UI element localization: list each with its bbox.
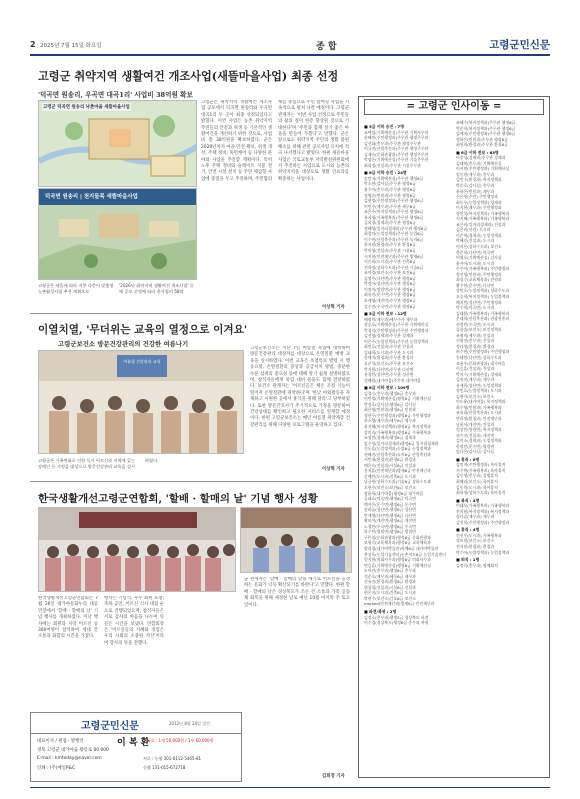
article1-caption-left: 고령군은 새뜰에 따라 지붕 다층이 맞춤형 농촌활성사업 추진 계획으로	[38, 283, 114, 294]
publisher-label: 대표이사 / 편집 · 발행인	[37, 739, 84, 744]
personnel-entry: 편은지(도시과)건축6급 도시과	[364, 590, 416, 596]
personnel-group-heading: ■ 6급 이하 승진 : 24명	[364, 170, 407, 176]
personnel-entry: 김미소(경제과) 농업정책과	[456, 438, 502, 444]
personnel-entry: 한지원(환경과)주무관 환경6급	[364, 242, 416, 248]
personnel-entry: 박지현(다산면)주무관 다산면	[364, 366, 414, 372]
divider	[30, 481, 352, 482]
personnel-entry: 정하은(민원과)주무관 행정6급	[456, 136, 508, 142]
personnel-entry: 송민지(기획예산실)주무관 행정6급	[364, 175, 424, 181]
personnel-entry: 이정미(쌍림면)주무관 행정6급	[364, 286, 416, 292]
personnel-group-heading: ■ 5급 이하 전보 : 12명	[364, 311, 407, 317]
personnel-entry: 정현우(주민행정과)행정6급 주민행정과	[364, 412, 431, 418]
masthead-box	[30, 712, 242, 782]
personnel-entry: 김태희(도시과)주무관 도시과	[364, 349, 414, 355]
personnel-entry: 권수진(건설과) 개진면	[456, 432, 495, 438]
personnel-entry: 정보림(보건소) 보건소	[456, 538, 495, 544]
personnel-entry: 조용우(문화관광과) 대가야읍	[456, 360, 506, 366]
personnel-entry: 모영숙(교육체육과)행정6급 교육체육과	[364, 540, 431, 546]
established-date: 2012년 8월 24일 창간	[169, 721, 210, 726]
personnel-entry: 남궁현(상하수도과)기술6급 상하수도과	[364, 479, 431, 485]
personnel-entry: 박정은(기획예산실)주무관 기술주무관	[364, 157, 429, 163]
personnel-entry: 조혜수(복지정책과)주무관 행정6급	[456, 120, 516, 125]
personnel-entry: 문태희(산림축산과) 관광진흥과	[456, 316, 510, 322]
map-illustration	[39, 101, 197, 187]
article1-aerial-photo	[38, 188, 197, 280]
personnel-entry: 강수진(우곡면)주무관 행정6급	[364, 303, 416, 309]
personnel-entry: 최희정(건설과)주무관 시설주무관	[364, 162, 421, 168]
personnel-entry: 김유진(재무과) 재무과	[456, 377, 495, 383]
personnel-entry: 탁현수(보건소)간호6급 보건소	[364, 595, 416, 601]
personnel-entry: 조유리(산림축산과) 도시과	[456, 410, 502, 416]
article1-map-photo	[38, 100, 197, 187]
personnel-entry: 전지원(환경과) 환경과	[456, 544, 495, 550]
personnel-entry: 한준희(다산면) 덕곡면	[456, 249, 495, 255]
personnel-entry: 윤하은(민원과) 재무과	[456, 188, 495, 194]
personnel-entry: 강미숙(가족행복과)행정6급 가족행복과	[364, 429, 431, 435]
personnel-entry: 권정민(우곡면) 도시과	[456, 321, 495, 327]
article1-headline: 고령군 취약지역 생활여건 개조사업(새뜰마을사업) 최종 선정	[38, 69, 339, 83]
personnel-entry: 박지수(기획예산실) 경제과	[456, 371, 502, 377]
personnel-entry: 이준혁(경제과) 농업정책과	[456, 232, 502, 238]
footer-rule	[30, 787, 550, 788]
personnel-group-heading: ■ 6급 이하 전보 : 109명	[364, 385, 410, 391]
personnel-entry: 정혜원(대가야읍)주무관 대가야읍	[364, 377, 421, 383]
personnel-entry: 김은비(산림) 도시과	[456, 227, 491, 233]
personnel-column-1	[364, 122, 452, 774]
personnel-entry: 김동영(총무과) 질병휴직	[456, 473, 498, 479]
personnel-entry: 변희정(환경과) 안전재난과	[456, 415, 502, 421]
personnel-entry: 서지현(안전재난과)주무관 방재6급	[364, 253, 424, 259]
personnel-entry: 조미경(보건소)주무관 보건6급	[364, 270, 416, 276]
personnel-entry: 허수현(주민행정과) 주민행정과	[456, 349, 510, 355]
personnel-entry: marked(안전재난과)방재6급 안전재난과	[364, 601, 435, 607]
personnel-entry: 유지영(가족행복과)주무관 행정6급	[364, 214, 424, 220]
personnel-entry: 윤지혜(복지정책과)행정6급 복지정책과	[364, 423, 431, 429]
article3-headline: 한국생활개선고령군연합회, '할배 · 할매의 날' 기념 행사 성황	[38, 493, 318, 505]
personnel-entry: 정승호(기획예산실)주무관 기획예산실	[364, 322, 429, 328]
personnel-entry: 이도윤(대가야읍) 복지정책과	[456, 399, 506, 405]
personnel-entry: 박미영(건설과)주무관 시설6급	[364, 248, 416, 254]
personnel-entry: 배은숙(건설과)시설6급 건설과	[364, 462, 416, 468]
personnel-entry: 김희경(경제과)주무관 행정6급	[364, 220, 416, 226]
personnel-group-heading: ■ 퇴직 : 1명	[456, 557, 480, 563]
personnel-entry: 안재영(다산면)행정6급 다산면	[364, 512, 416, 518]
personnel-entry: 서영진(총무과) 건설과	[456, 338, 495, 344]
personnel-title: = 고령군 인사이동 =	[364, 99, 544, 115]
personnel-entry: 서민재(환경과)환경6급 환경과	[364, 457, 416, 463]
personnel-entry: 오세영(개진면)주무관 행정6급	[364, 297, 416, 303]
ceremony-illustration	[241, 508, 352, 573]
personnel-entry: 전지원(복지정책과) 복지정책과	[456, 508, 510, 514]
personnel-entry: 김선화(총무과)주무관 행정주무관	[364, 140, 421, 146]
article1-caption-right: '2026년 취약지역 생활여건 개조사업' 등에 공모 선정에 따라 총사업비 58억	[119, 283, 194, 294]
personnel-entry: 윤수아(총무과)주무관 행정6급	[364, 187, 416, 193]
personnel-entry: 김예지(주민행정과)주무관 행정6급	[456, 131, 516, 137]
personnel-entry: 이수연(산림축산과)주무관 녹지6급	[364, 236, 424, 242]
personnel-entry: 이은주(농업정책과)주무관 농업정책과	[364, 338, 429, 344]
personnel-entry: 이민정(기획예산실)행정6급 기획예산실	[364, 396, 431, 402]
personnel-entry: 하수빈(쌍림면)행정6급 쌍림면	[364, 529, 416, 535]
publisher-name: 이 복 환	[117, 738, 150, 748]
personnel-group-heading: ■ 휴직 : 4명	[456, 527, 480, 533]
article1-byline: 이상혁 기자	[322, 305, 345, 310]
personnel-entry: 조영미(재무과) 건설과	[456, 332, 495, 338]
personnel-entry: 서수연(가족행복과) 육아휴직	[456, 467, 506, 473]
personnel-entry: 황수연(운수면) 다산면	[456, 282, 495, 288]
personnel-entry: 최하영(상하수도과) 육아휴직	[456, 490, 506, 496]
personnel-column-2	[456, 120, 546, 774]
aerial-illustration	[39, 189, 197, 280]
personnel-entry: 최혜리(보건소) 육아휴직	[456, 479, 498, 484]
personnel-entry: 박소연(감사실)주무관 행정6급	[364, 181, 416, 187]
personnel-entry: 엄지현(의회사무과)행정6급 의회사무과	[364, 557, 431, 563]
article2-byline: 이상혁 기자	[322, 467, 345, 472]
personnel-entry: 한혜연(주민행정과)주무관 행정주무관	[364, 135, 429, 141]
personnel-entry: 전선우(도시과) 가족행복과	[456, 532, 502, 538]
personnel-entry: 위상철(건설과)시설6급 건설과	[364, 584, 416, 590]
personnel-entry: 양희경(대가야박물관)학예6급 대가야박물관	[364, 546, 439, 552]
personnel-entry: 정혜영(일자리경제과)주무관 행정6급	[364, 225, 428, 231]
personnel-entry: 서지혜(가족행복과) 가족행복과	[456, 216, 510, 222]
personnel-entry: 최은영(민원과)행정6급 민원과	[364, 407, 416, 413]
personnel-entry: 김경수(총무과)행정6급 총무과	[364, 390, 416, 396]
email: E-mail : kmtoday@naver.com	[37, 756, 102, 761]
personnel-group-heading: ■ 휴직 : 6명	[456, 456, 480, 462]
personnel-entry: 황보미(개진면)행정6급 개진면	[364, 518, 416, 524]
personnel-entry: 박정아(성산면)주무관 행정6급	[364, 281, 416, 287]
personnel-entry: 구본철(문화관광과)행정6급 문화관광과	[364, 534, 431, 540]
personnel-entry: 오승희(복지정책과) 농업정책과	[456, 293, 510, 299]
personnel-entry: 변승훈(기획예산실)행정6급 기획예산실	[364, 562, 431, 568]
personnel-entry: 선유진(환경과)환경6급 환경과	[364, 579, 416, 585]
print-info: 인쇄 : (주)매일P&C	[37, 766, 76, 771]
personnel-entry: 최수영(민원과) 가족행복과	[456, 404, 502, 410]
subscription-fee: 구독료 : 1개 50,000원 / 1부 60,000원	[143, 738, 214, 743]
map-title: 고령군 덕곡면 원송리 낙촌마을 새뜰마을사업	[43, 105, 130, 110]
personnel-entry: 권혜진(산림축산과)녹지6급 산림축산과	[364, 451, 431, 457]
personnel-entry: 정다슬(재무과) 재무과	[456, 514, 495, 520]
personnel-group-heading: ■ 복직 : 4명	[456, 497, 480, 503]
article2-subhead: 고령군보건소 방문건강관리의 건강한 여름나기	[58, 340, 189, 348]
personnel-entry: 류한솔(보건소) 보건정책과	[456, 327, 502, 333]
personnel-entry: 김정호(총무과)행정5급 경상북도 파견	[364, 614, 429, 620]
personnel-entry: 윤서아(도시과) 도시과	[456, 260, 495, 266]
section-name: 종 합	[316, 42, 337, 52]
personnel-entry: 백지은(운수면)행정6급 운수면	[364, 501, 416, 507]
personnel-entry: 정영순(민원과)주무관 행정6급	[364, 192, 416, 198]
credit-union-info: 신협 131-015-672718	[143, 765, 186, 770]
personnel-entry: 이종성(경제과)주무관 경제과	[456, 155, 506, 161]
personnel-entry: 강민호(농업정책과) 상하수도과	[456, 288, 510, 294]
personnel-group-heading: ■ 5급 이하 승진 : 7명	[364, 124, 404, 129]
personnel-entry: 이은희(도시과)주무관 건축6급	[364, 259, 416, 265]
personnel-entry: 이승훈(건설과) 건설과	[456, 366, 495, 372]
personnel-entry: 석준호(재무과)세무6급 재무과	[364, 573, 416, 579]
personnel-entry: 김민수(환경과) 복지정책과	[456, 177, 502, 183]
personnel-entry: 박수희(덕곡면) 도시과	[456, 305, 495, 311]
personnel-entry: 도미란(총무과)행정6급 총무과	[364, 568, 416, 574]
personnel-entry: 박경석(주민행정과)주무관 주민행정과	[364, 327, 429, 333]
personnel-entry: 오현주(보건소)보건6급 보건소	[364, 485, 416, 490]
personnel-entry: 배지민(성산면) 주민행정과	[456, 299, 502, 305]
personnel-entry: 이영호(기획예산실) 감사실	[456, 255, 502, 261]
personnel-entry: 한소영(재무과)세무6급 재무과	[364, 418, 416, 424]
personnel-entry: 정민호(농업정책과) 도시과	[456, 388, 502, 394]
seminar-illustration	[39, 351, 244, 454]
personnel-entry: 최경미(농업정책과)주무관 농업6급	[364, 231, 424, 237]
personnel-entry: 정선영(민원과) 주민행정과	[456, 271, 502, 277]
masthead-logo: 고령군민신문	[81, 721, 139, 732]
address: 경북 고령군 대가야읍 왕릉로 00 000	[37, 748, 109, 753]
personnel-entry: 김정숙(총무과) 명예퇴직	[456, 562, 498, 568]
personnel-entry: 홍지훈(안전재난과)방재6급 안전재난과	[364, 468, 431, 474]
personnel-entry: 박준호(감사실) 총무과	[456, 183, 495, 189]
newspaper-brand: 고령군민신문	[489, 39, 550, 51]
personnel-entry: 한정민(운수면) 쌍림면	[456, 443, 495, 449]
article3-body-left: 한국생활개선고령군연합회는 7월 26일 대가야문화누리 대공연장에서 '할배 · 할매의 날' 기념 행사를 개최하였다. 이날 행사에는 회원과 지역 어르신 등 300여명이 참석하여 세대 간 소통과 화합의 시간을 가졌다.	[38, 596, 98, 640]
personnel-entry: 신은정(주민) 주민행정과	[456, 194, 498, 200]
article2-body: 고령군보건소는 지난 7일 여름철 폭염에 대비하여 방문건강관리 대상자를 대상으로 온열질환 예방 교육을 실시하였다. 이번 교육은 폭염특보 발령 시 행동요령, 온열질환의 증상과 응급처치 방법, 충분한 수분 섭취의 중요성 등에 대해 알기 쉽게 설명하였으며, 참석자들에게 폭염 대비 물품도 함께 전달하였다. 보건소 관계자는 '어르신들은 체온 조절 기능이 떨어져 온열질환에 취약하다'며 '한낮 야외활동을 자제하고 시원한 곳에서 휴식을 취해 달라'고 당부하였다. 또한 방문간호사가 주기적으로 가정을 방문하여 건강상태를 확인하고 필요한 서비스를 연계할 예정이다. 한편 고령군보건소는 매년 여름철 취약계층 건강관리를 위해 다양한 프로그램을 운영하고 있다.	[250, 346, 350, 428]
divider	[30, 313, 352, 314]
personnel-entry: 김동희(도시과) 육아휴직	[456, 484, 498, 490]
article1-subhead: '덕곡면 원송리, 우곡면 대곡1리' 사업비 38억원 확보	[38, 91, 193, 99]
personnel-entry: 김민지(주민행정과) 육아휴직	[456, 462, 506, 468]
personnel-entry: 조은비(일자리경제과) 건설과	[456, 221, 506, 227]
masthead-rule	[31, 733, 241, 734]
personnel-entry: 이수경(경상북도)행정6급 총무과 복귀	[364, 620, 429, 626]
personnel-entry: 최민호(건설과)주무관 건설과	[364, 344, 414, 350]
page-number: 2	[30, 40, 36, 49]
personnel-entry: 이민주(재무과)주무관 세무6급	[364, 203, 416, 209]
personnel-entry: 신동훈(농업정책과)농업6급 농업정책과	[364, 446, 431, 452]
personnel-entry: 이태오(가족행복과) 가족행복과	[456, 503, 510, 509]
map-banner: 덕곡면 원송리 | 천지들목 새뜰마을사업	[45, 194, 138, 200]
article2-caption: 고령군은 가족변화로 인한 독거 어르신과 지역에 있는 장애인 등 가정을 대상으로 방문건강관리 교육을 실시하였다.	[38, 458, 159, 469]
personnel-entry: 장윤희(대가야읍)행정6급 대가야읍	[364, 490, 424, 496]
personnel-entry: 남윤서(개진면) 건설과	[456, 421, 495, 427]
group-photo-illustration	[39, 508, 236, 592]
personnel-entry: 김태현(총무과) 기획예산실	[456, 160, 502, 166]
personnel-entry: 유경민(성산면)주무관 성산면	[364, 372, 414, 378]
article3-photo	[38, 507, 236, 592]
personnel-entry: 한예지(환경과)주무관 환경과	[364, 355, 414, 361]
article2-headline: 이열치열, '무더위는 교육의 열정으로 이겨요'	[38, 324, 248, 336]
personnel-entry: 박준희(복지정책과)주무관 행정6급	[456, 125, 516, 131]
personnel-entry: 엄상민(쌍림면) 복지정책과	[456, 427, 502, 433]
personnel-entry: 김재숙(문화관광과)주무관 행정주무관	[364, 151, 429, 157]
personnel-entry: 유재희(성산면) 농업정책과	[456, 382, 502, 388]
personnel-entry: 추상욱(농업기술센터)농촌지도6급 농업기술센터	[364, 551, 446, 557]
personnel-entry: 최원희(환경과)주무관 환경6급	[456, 142, 508, 148]
personnel-entry: 조은주(복지정책과)주무관 행정6급	[364, 209, 424, 215]
article3-body-right: 군 관계자는 '할배 · 할매의 날을 계기로 어르신을 공경하는 문화가 더욱 확산되기를 바란다'고 말했다. 한편 할배 · 할매의 날은 경상북도가 조손 간 소통과 가족 공동체 회복을 위해 제정한 날로 매년 10월 마지막 주 토요일이다.	[244, 577, 350, 608]
personnel-entry: 이지현(재무과) 주민행정과	[456, 205, 502, 211]
personnel-entry: 박수아(농업정책과) 농업정책과	[456, 549, 510, 555]
bank-info: 지로 : 농협 301-0112-5465-81	[143, 756, 202, 761]
personnel-entry: 임동현(재무과) 총무과	[456, 171, 495, 177]
header-rule	[30, 54, 550, 56]
personnel-entry: 정민석(복지정책과) 가족행복과	[456, 210, 510, 216]
personnel-entry: 김태환(가족행복과) 가족행복과	[456, 310, 510, 316]
personnel-entry: 임다은(감사실) 감사실	[456, 449, 495, 455]
personnel-entry: 송하늘(성산면)행정6급 성산면	[364, 507, 416, 513]
personnel-entry: 김현아(보건소) 보건소	[456, 393, 495, 399]
article3-body-mid: 행사는 기념식, 우수 회원 표창, 축하 공연, 어르신 식사 대접 순으로 진행되었으며, 참석자들은 서로 감사의 마음을 나누며 뜻깊은 시간을 보냈다. 연합회장은 '어르신들의 지혜와 경험은 우리 사회의 소중한 자산'이라며 감사의 뜻을 전했다.	[104, 596, 164, 646]
personnel-entry: 이지은(상하수도과) 보건소	[456, 244, 502, 250]
personnel-entry: 조택임(기획예산실)주무관 기획사무관	[364, 129, 429, 135]
personnel-entry: 김영주(다산면)주무관 행정6급	[364, 275, 416, 281]
personnel-entry: 박혜진(건설과) 도시과	[456, 238, 495, 244]
personnel-entry: 전희정(상하수도과)주무관 기술6급	[364, 264, 424, 270]
personnel-entry: 류태호(덕곡면)행정6급 덕곡면	[364, 496, 416, 502]
personnel-entry: 최동우(농업정책과) 경제과	[456, 199, 502, 205]
personnel-entry: 조성민(경제과)행정6급 경제과	[364, 435, 416, 441]
personnel-entry: 임수정(일자리경제과)행정6급 일자리경제과	[364, 440, 439, 446]
personnel-entry: 김선영(경제과)주무관 경제과	[364, 333, 414, 339]
banner-text: 여름철 건강관리 교육	[123, 359, 161, 364]
personnel-entry: 정다영(환경과) 환경과	[456, 343, 495, 349]
personnel-entry: 이서연(주민행정과) 기획예산실	[456, 166, 510, 172]
issue-date: 2025년 7월 15일 화요일	[40, 43, 102, 49]
personnel-entry: 김진희(주민행정과) 주민행정과	[456, 519, 510, 525]
personnel-entry: 오준석(보건소)주무관 보건소	[364, 360, 414, 366]
personnel-group-heading: ■ 파견/복귀 : 2명	[364, 609, 397, 615]
personnel-entry: 배정미(재무과)세무주사 재무과	[364, 316, 418, 322]
personnel-group-heading: ■ 6급 이하 전보 : 63명	[456, 149, 499, 155]
personnel-entry: 이규진(산림축산과)주무관 행정주무관	[364, 146, 429, 152]
personnel-entry: 문예린(도시과)건축6급 도시과	[364, 473, 416, 479]
personnel-entry: 손주아(가족행복과) 주민행정과	[456, 266, 510, 272]
personnel-entry: 김현정(주민행정과)주무관 행정6급	[364, 198, 424, 204]
article1-body: 고령군은 취약지역 생활여건 개조사업 공모에서 덕곡면 원송리와 우곡면 대곡1리 두 곳이 최종 선정되었다고 밝혔다. 이번 사업은 농촌 취약지역 주민들의 안전과 위생 등 기본적인 생활여건을 개선하기 위한 것으로, 사업비 총 38억원을 확보하였다. 군은 2029년까지 마을 안전 확보, 위생 개선, 주택 정비, 휴먼케어 등 다양한 분야의 사업을 추진할 계획이다. 특히 노후 주택 정비와 슬레이트 지붕 철거, 안전 시설 설치 등 주민 체감형 사업에 중점을 두고 추진하며, 주민협의체를 중심으로 주민 참여형 사업을 지속적으로 펼쳐 나갈 예정이다. 고령군 관계자는 '이번 사업 선정으로 주민들의 삶의 질이 한층 향상될 것으로 기대한다'며 '주민과 함께 살기 좋은 마을을 만들어 가겠다'고 말했다. 군은 앞으로도 취약지역 주민의 생활 불편 해소를 위해 관련 공모사업 유치에 적극 나서겠다고 밝혔다. 한편 새뜰마을사업은 국토교통부 지역발전위원회에서 추진하는 사업으로 도시와 농촌의 취약지역을 대상으로 생활 인프라를 확충하는 사업이다.	[201, 100, 349, 182]
article3-byline: 김희정 기자	[322, 774, 345, 779]
article2-photo	[38, 350, 244, 454]
personnel-entry: 박성호(감사실)행정6급 감사실	[364, 401, 416, 407]
personnel-entry: 노경민(우곡면)행정6급 우곡면	[364, 523, 416, 529]
personnel-entry: 송태민(다산면) 상하수도과	[456, 354, 502, 360]
page-header	[30, 38, 550, 52]
personnel-entry: 최성수(교육체육과) 민원과	[456, 277, 502, 283]
personnel-entry: 최유진(운수면)주무관 행정6급	[364, 292, 416, 298]
article3-photo-2	[240, 507, 352, 573]
